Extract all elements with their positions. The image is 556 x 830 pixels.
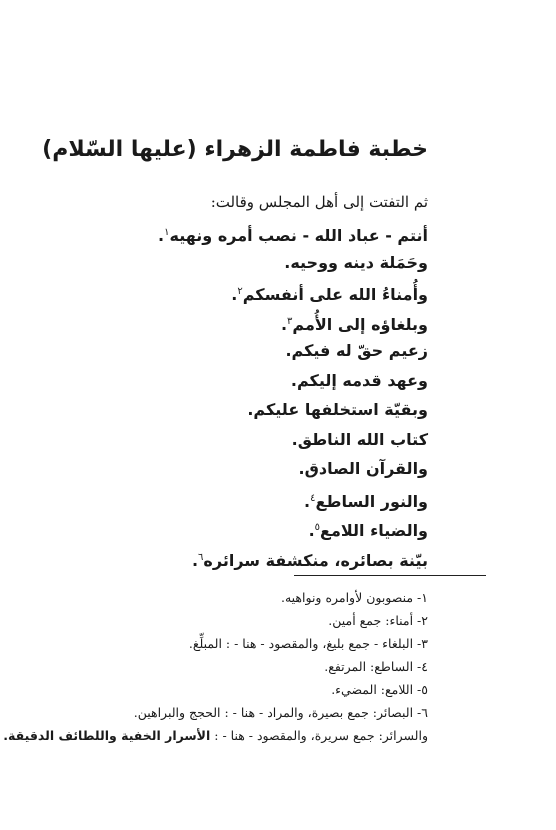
footnote-text: ٤- الساطع: المرتفع. [324,659,428,674]
verse-line [98,425,428,455]
verse-line [98,277,428,307]
footnote-text: ٦- البصائر: جمع بصيرة، والمراد - هنا - : الحجج والبراهين. [133,705,428,720]
verse-text: والنور الساطع [315,491,428,511]
verse-end-mark: . [303,491,311,511]
footnotes-list [3,586,428,747]
verse-line [98,307,428,337]
footnote-marker: ١ [164,227,170,238]
verse-line [98,454,428,484]
footnote-item [8,632,428,655]
verse-line [98,513,428,543]
verse-text: بيّنة بصائره، منكشفة سرائره [203,550,428,570]
footnote-marker: ٣ [287,315,293,327]
verse-text: والضياء اللامع [320,521,428,540]
verse-line [98,336,428,366]
footnote-marker: ٤ [310,492,316,504]
footnote-marker: ٥ [314,522,321,533]
footnote-divider [294,575,486,576]
footnote-item [8,701,428,724]
verse-line [98,248,428,278]
footnote-marker: ٦ [198,551,204,563]
verse-end-mark: . [231,285,238,304]
footnote-item [8,655,428,678]
verse-text: وعهد قدمه إليكم. [290,370,428,390]
footnote-marker: ٢ [237,286,243,297]
verse-text: أنتم - عباد الله - نصب أمره ونهيه [169,226,428,245]
footnote-text: والسرائر: جمع سريرة، والمقصود - هنا - : [210,728,428,743]
verse-text: والقرآن الصادق. [298,459,428,478]
verse-text: زعيم حقّ له فيكم. [285,341,428,360]
footnote-item [8,609,428,632]
verse-line [98,395,428,425]
verse-text: وحَمَلة دينه ووحيه. [284,252,428,272]
verse-line [98,218,428,248]
verse-line [98,543,428,573]
verse-end-mark: . [308,521,315,540]
verse-line [98,366,428,396]
footnote-text: ٢- أمناء: جمع أمين. [328,613,428,628]
footnote-item [8,678,428,701]
page-title: خطبة فاطمة الزهراء (عليها السّلام) [42,137,428,162]
footnote-text: ٥- اللامع: المضيء. [331,682,428,697]
footnote-item [8,586,428,609]
sermon-verses [98,218,428,572]
verse-text: وأُمناءُ الله على أنفسكم [242,285,428,304]
verse-line [98,484,428,514]
footnote-text: ٣- البلغاء - جمع بليغ، والمقصود - هنا - : المبلِّغ. [188,636,428,651]
footnote-text: ١- منصوبون لأوامره ونواهيه. [280,590,428,605]
verse-text: كتاب الله الناطق. [291,429,428,449]
footnote-item [3,724,428,747]
footnote-emphasis: الأسرار الخفية واللطائف الدقيقة. [3,728,211,743]
verse-text: وبلغاؤه إلى الأُمم [292,314,428,334]
verse-end-mark: . [158,226,165,245]
verse-end-mark: . [191,550,199,570]
verse-end-mark: . [280,314,288,334]
verse-text: وبقيّة استخلفها عليكم. [247,400,428,419]
intro-line: ثم التفتت إلى أهل المجلس وقالت: [210,193,428,211]
